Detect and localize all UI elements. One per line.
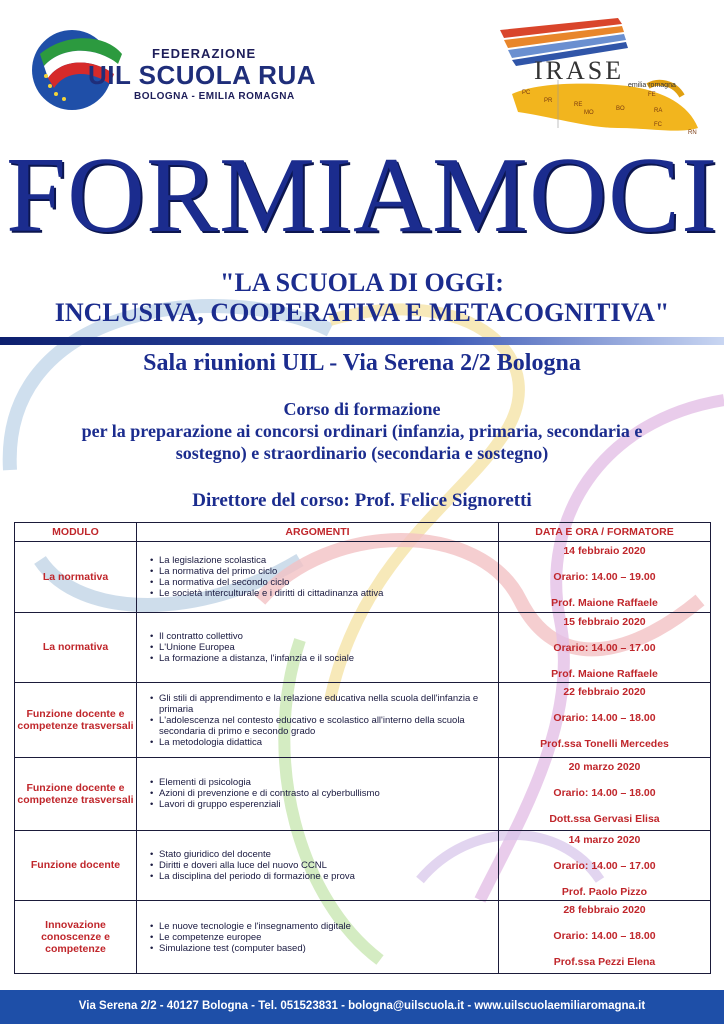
session-time: Orario: 14.00 – 19.00 — [553, 571, 656, 583]
footer-contacts: Via Serena 2/2 - 40127 Bologna - Tel. 051523831 - bologna@uilscuola.it - www.uilscuolaemiliaromagna.it — [78, 1000, 646, 1012]
session-date: 22 febbraio 2020 — [563, 686, 646, 699]
topics-list — [149, 921, 494, 954]
uil-federation-text: FEDERAZIONE — [152, 46, 257, 61]
map-label-bo: BO — [616, 106, 625, 112]
topic-item: • Azioni di prevenzione e di contrasto al cyberbullismo — [159, 788, 494, 799]
header-topics: ARGOMENTI — [137, 523, 499, 542]
session-trainer: Prof.ssa Tonelli Mercedes — [540, 738, 669, 751]
topics-list — [149, 693, 494, 748]
topic-item: • Le competenze europee — [159, 932, 494, 943]
uil-name-text: UIL SCUOLA RUA — [88, 60, 316, 90]
table-header-row — [15, 523, 711, 542]
irase-region-text: emilia romagna — [628, 82, 676, 89]
subtitle-line-2: INCLUSIVA, COOPERATIVA E METACOGNITIVA" — [54, 298, 670, 327]
header-module: MODULO — [15, 523, 137, 542]
session-date: 20 marzo 2020 — [568, 760, 641, 773]
table-row — [15, 830, 711, 901]
course-line-3: sostegno) e straordinario (secondaria e sostegno) — [175, 443, 549, 463]
session-time: Orario: 14.00 – 18.00 — [553, 786, 656, 799]
schedule-cell — [499, 757, 711, 830]
topic-item: • Stato giuridico del docente — [159, 849, 494, 860]
course-line-1: Corso di formazione — [283, 399, 441, 419]
module-cell: La normativa — [15, 542, 137, 613]
topics-cell — [137, 683, 499, 758]
module-cell: La normativa — [15, 612, 137, 683]
schedule-cell — [499, 542, 711, 613]
course-description — [0, 398, 724, 464]
session-time: Orario: 14.00 – 17.00 — [553, 859, 656, 872]
topic-item: • La disciplina del periodo di formazione e prova — [159, 871, 494, 882]
map-label-fe: FE — [648, 92, 656, 98]
module-cell: Funzione docente — [15, 830, 137, 901]
schedule-cell — [499, 901, 711, 974]
topic-item: • La legislazione scolastica — [159, 555, 494, 566]
course-director: Direttore del corso: Prof. Felice Signoretti — [192, 490, 532, 511]
session-date: 14 marzo 2020 — [568, 833, 641, 846]
topic-item: • L'Unione Europea — [159, 642, 494, 653]
map-label-re: RE — [574, 102, 583, 108]
page-title: FORMIAMOCI — [5, 136, 719, 255]
topic-item: • Gli stili di apprendimento e la relazione educativa nella scuola dell'infanzia e primaria — [159, 693, 494, 715]
topics-list — [149, 849, 494, 882]
module-cell: Innovazione conoscenze e competenze — [15, 901, 137, 974]
course-line-2: per la preparazione ai concorsi ordinari (infanzia, primaria, secondaria e — [81, 421, 643, 441]
topic-item: • La metodologia didattica — [159, 737, 494, 748]
topic-item: • Simulazione test (computer based) — [159, 943, 494, 954]
topic-item: • La formazione a distanza, l'infanzia e il sociale — [159, 653, 494, 664]
program-table — [14, 522, 711, 974]
module-cell: Funzione docente e competenze trasversali — [15, 683, 137, 758]
schedule-cell — [499, 830, 711, 901]
map-label-pr: PR — [544, 98, 553, 104]
table-row — [15, 612, 711, 683]
topics-cell — [137, 542, 499, 613]
topic-item: • La normativa del primo ciclo — [159, 566, 494, 577]
uil-region-text: BOLOGNA - EMILIA ROMAGNA — [134, 91, 295, 102]
header-date-trainer: DATA E ORA / FORMATORE — [499, 523, 711, 542]
irase-name-text: IRASE — [534, 56, 625, 85]
subtitle-line-1: "LA SCUOLA DI OGGI: — [220, 268, 504, 297]
topic-item: • Le nuove tecnologie e l'insegnamento digitale — [159, 921, 494, 932]
topic-item: • Lavori di gruppo esperenziali — [159, 799, 494, 810]
session-trainer: Dott.ssa Gervasi Elisa — [549, 812, 660, 825]
module-cell: Funzione docente e competenze trasversali — [15, 757, 137, 830]
schedule-cell — [499, 612, 711, 683]
topics-list — [149, 777, 494, 810]
topic-item: • Le società interculturale e i diritti di cittadinanza attiva — [159, 588, 494, 599]
topics-cell — [137, 901, 499, 974]
topics-list — [149, 631, 494, 664]
map-label-mo: MO — [584, 110, 594, 116]
topics-cell — [137, 830, 499, 901]
map-label-ra: RA — [654, 108, 663, 114]
session-trainer: Prof. Maione Raffaele — [551, 597, 658, 609]
subtitle — [0, 268, 724, 328]
topics-list — [149, 555, 494, 599]
header — [0, 0, 724, 140]
location: Sala riunioni UIL - Via Serena 2/2 Bologna — [143, 350, 581, 376]
table-row — [15, 683, 711, 758]
session-trainer: Prof. Maione Raffaele — [551, 667, 658, 680]
session-time: Orario: 14.00 – 17.00 — [553, 641, 656, 654]
topics-cell — [137, 612, 499, 683]
session-time: Orario: 14.00 – 18.00 — [553, 930, 656, 943]
schedule-cell — [499, 683, 711, 758]
topic-item: • Elementi di psicologia — [159, 777, 494, 788]
divider-bar — [0, 337, 724, 345]
map-label-fc: FC — [654, 122, 662, 128]
topic-item: • La normativa del secondo ciclo — [159, 577, 494, 588]
session-trainer: Prof. Paolo Pizzo — [561, 885, 648, 898]
session-time: Orario: 14.00 – 18.00 — [553, 712, 656, 725]
map-label-pc: PC — [522, 90, 531, 96]
topic-item: • Il contratto collettivo — [159, 631, 494, 642]
table-row — [15, 542, 711, 613]
session-date: 15 febbraio 2020 — [563, 615, 646, 628]
session-date: 28 febbraio 2020 — [563, 904, 646, 917]
topic-item: • L'adolescenza nel contesto educativo e scolastico all'interno della scuola secondaria di primo e secondo grado — [159, 715, 494, 737]
table-row — [15, 757, 711, 830]
map-label-rn: RN — [688, 130, 697, 136]
topics-cell — [137, 757, 499, 830]
map-labels — [498, 16, 708, 140]
session-trainer: Prof.ssa Pezzi Elena — [553, 956, 656, 969]
topic-item: • Diritti e doveri alla luce del nuovo CCNL — [159, 860, 494, 871]
table-row — [15, 901, 711, 974]
session-date: 14 febbraio 2020 — [563, 545, 646, 557]
